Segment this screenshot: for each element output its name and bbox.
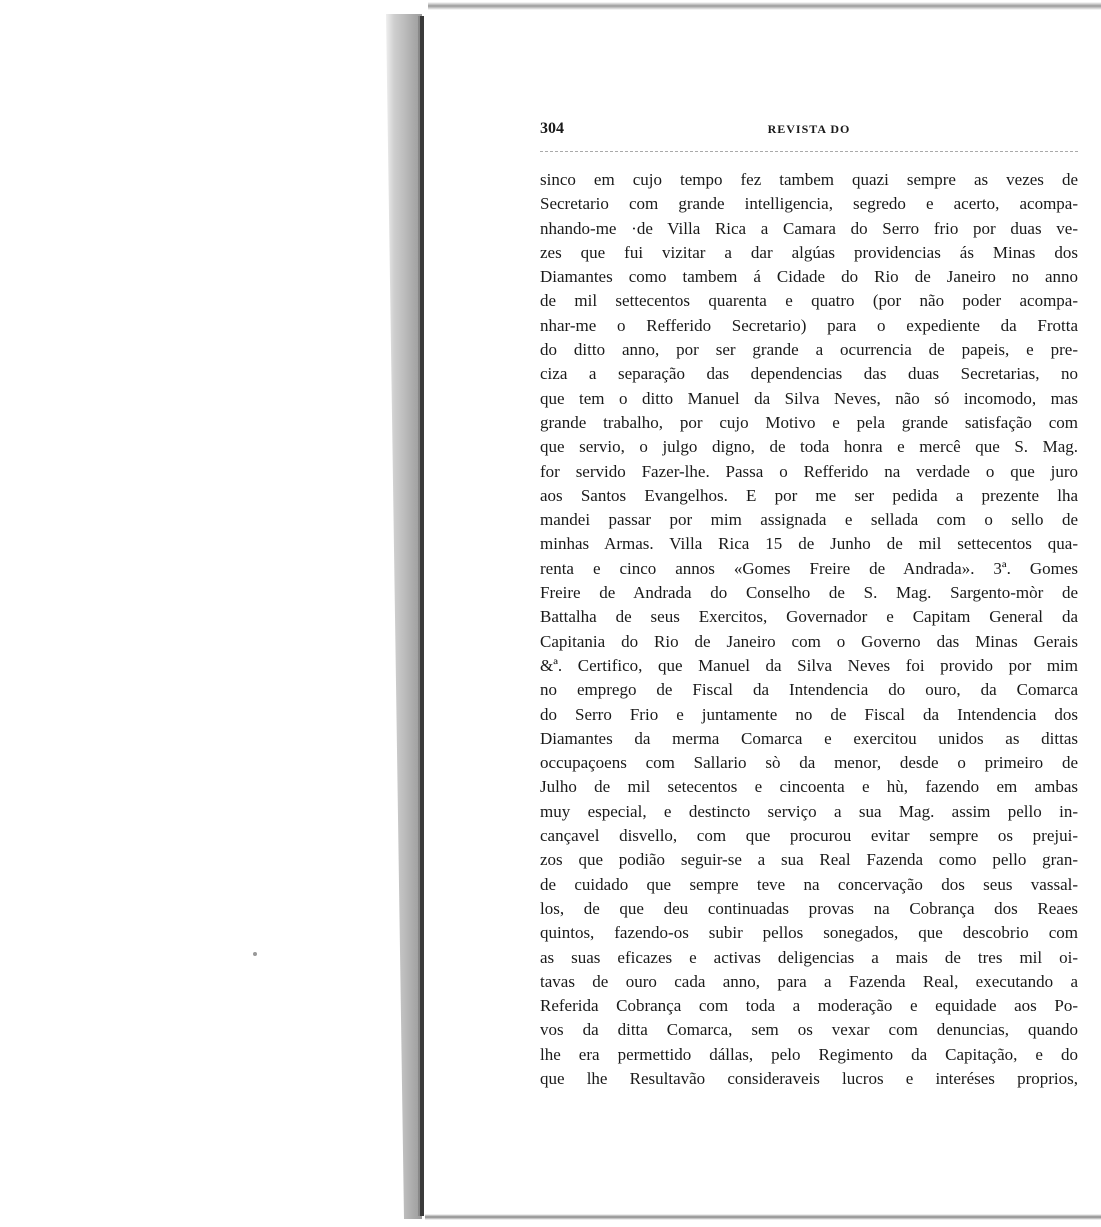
text-line: no emprego de Fiscal da Intendencia do ouro, da Comarca bbox=[540, 680, 1078, 700]
book-spine-edge bbox=[418, 16, 424, 1216]
text-line: ciza a separação das dependencias das duas Secretarias, no bbox=[540, 364, 1078, 384]
text-line: que servio, o julgo digno, de toda honra e mercê que S. Mag. bbox=[540, 437, 1078, 457]
text-line: zos que podião seguir-se a sua Real Fazenda como pello gran- bbox=[540, 850, 1078, 870]
text-line: de cuidado que sempre teve na concervação dos seus vassal- bbox=[540, 874, 1078, 894]
text-line: Diamantes da merma Comarca e exercitou unidos as dittas bbox=[540, 728, 1078, 748]
text-line: do Serro Frio e juntamente no de Fiscal da Intendencia dos bbox=[540, 704, 1078, 724]
text-line: as suas eficazes e activas deligencias a mais de tres mil oi- bbox=[540, 947, 1078, 967]
text-line: lhe era permettido dállas, pelo Regimento da Capitação, e do bbox=[540, 1044, 1078, 1064]
text-line: occupaçoens com Sallario sò da menor, desde o primeiro de bbox=[540, 753, 1078, 773]
page-top-edge bbox=[428, 2, 1101, 10]
page-bottom-edge bbox=[425, 1214, 1101, 1220]
text-line: for servido Fazer-lhe. Passa o Refferido na verdade o que juro bbox=[540, 461, 1078, 481]
page-number: 304 bbox=[540, 120, 564, 137]
text-line: Battalha de seus Exercitos, Governador e Capitam General da bbox=[540, 607, 1078, 627]
text-line: sinco em cujo tempo fez tambem quazi sempre as vezes de bbox=[540, 170, 1078, 189]
body-text bbox=[540, 168, 1078, 1091]
scan-speck bbox=[253, 952, 257, 956]
text-line: cançavel disvello, com que procurou evitar sempre os prejui- bbox=[540, 826, 1078, 846]
text-line: renta e cinco annos «Gomes Freire de Andrada». 3ª. Gomes bbox=[540, 558, 1078, 578]
text-line: aos Santos Evangelhos. E por me ser pedida a prezente lha bbox=[540, 485, 1078, 505]
text-line: quintos, fazendo-os subir pellos sonegados, que descobrio com bbox=[540, 923, 1078, 943]
text-line: zes que fui vizitar a dar algúas providencias ás Minas dos bbox=[540, 242, 1078, 262]
text-line: Referida Cobrança com toda a moderação e equidade aos Po- bbox=[540, 996, 1078, 1016]
book-binding-shadow bbox=[382, 14, 422, 1219]
text-line: &ª. Certifico, que Manuel da Silva Neves foi provido por mim bbox=[540, 655, 1078, 675]
text-line: que lhe Resultavão consideraveis lucros e interéses proprios, bbox=[540, 1068, 1078, 1088]
text-line: Diamantes como tambem á Cidade do Rio de Janeiro no anno bbox=[540, 267, 1078, 287]
page-header bbox=[540, 120, 1078, 144]
header-rule bbox=[540, 151, 1078, 152]
text-line: vos da ditta Comarca, sem os vexar com denuncias, quando bbox=[540, 1020, 1078, 1040]
text-line: minhas Armas. Villa Rica 15 de Junho de mil settecentos qua- bbox=[540, 534, 1078, 554]
text-line: de mil settecentos quarenta e quatro (por não poder acompa- bbox=[540, 291, 1078, 311]
text-line: Capitania do Rio de Janeiro com o Governo das Minas Gerais bbox=[540, 631, 1078, 651]
text-line: mandei passar por mim assignada e sellada com o sello de bbox=[540, 510, 1078, 530]
text-line: Freire de Andrada do Conselho de S. Mag. Sargento-mòr de bbox=[540, 583, 1078, 603]
text-line: nhando-me ·de Villa Rica a Camara do Serro frio por duas ve- bbox=[540, 218, 1078, 238]
text-line: los, de que deu continuadas provas na Cobrança dos Reaes bbox=[540, 898, 1078, 918]
text-line: nhar-me o Refferido Secretario) para o expediente da Frotta bbox=[540, 315, 1078, 335]
text-line: Julho de mil setecentos e cincoenta e hù, fazendo em ambas bbox=[540, 777, 1078, 797]
text-line: Secretario com grande intelligencia, segredo e acerto, acompa- bbox=[540, 194, 1078, 214]
text-line: grande trabalho, por cujo Motivo e pela grande satisfação com bbox=[540, 412, 1078, 432]
text-line: do ditto anno, por ser grande a ocurrencia de papeis, e pre- bbox=[540, 340, 1078, 360]
text-line: muy especial, e destincto serviço a sua Mag. assim pello in- bbox=[540, 801, 1078, 821]
running-title: REVISTA DO bbox=[767, 122, 851, 136]
text-line: tavas de ouro cada anno, para a Fazenda Real, executando a bbox=[540, 971, 1078, 991]
text-line: que tem o ditto Manuel da Silva Neves, não só incomodo, mas bbox=[540, 388, 1078, 408]
